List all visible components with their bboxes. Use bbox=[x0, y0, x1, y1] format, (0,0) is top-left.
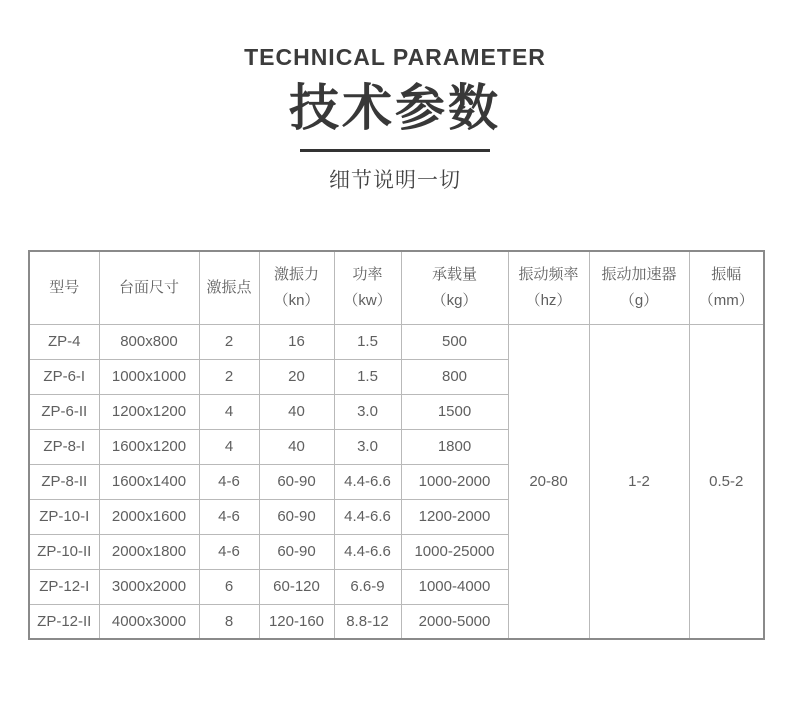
cell-excitation-force: 60-90 bbox=[259, 464, 334, 499]
cell-table-size: 2000x1800 bbox=[99, 534, 199, 569]
cell-model: ZP-12-I bbox=[29, 569, 99, 604]
column-unit: （mm） bbox=[698, 291, 754, 309]
merged-cell-vibration-accelerator: 1-2 bbox=[589, 324, 689, 639]
column-unit: （kg） bbox=[431, 291, 478, 309]
cell-table-size: 1600x1200 bbox=[99, 429, 199, 464]
column-header-model bbox=[29, 251, 99, 324]
cell-power: 4.4-6.6 bbox=[334, 499, 401, 534]
spec-table bbox=[28, 250, 765, 640]
column-label: 振动加速器 bbox=[601, 265, 677, 283]
column-label: 振动频率 bbox=[518, 265, 579, 283]
column-header-excitation-points bbox=[199, 251, 259, 324]
cell-table-size: 800x800 bbox=[99, 324, 199, 359]
cell-power: 8.8-12 bbox=[334, 604, 401, 639]
cell-load-capacity: 1000-2000 bbox=[401, 464, 508, 499]
column-unit: （kw） bbox=[343, 291, 392, 309]
cell-load-capacity: 1800 bbox=[401, 429, 508, 464]
cell-excitation-points: 4 bbox=[199, 429, 259, 464]
header-row bbox=[29, 251, 764, 324]
column-label: 振幅 bbox=[711, 265, 742, 283]
column-header-table-size bbox=[99, 251, 199, 324]
cell-table-size: 1000x1000 bbox=[99, 359, 199, 394]
cell-load-capacity: 1000-25000 bbox=[401, 534, 508, 569]
cell-table-size: 1600x1400 bbox=[99, 464, 199, 499]
cell-load-capacity: 1200-2000 bbox=[401, 499, 508, 534]
cell-load-capacity: 1000-4000 bbox=[401, 569, 508, 604]
spec-table-head bbox=[29, 251, 764, 324]
cell-model: ZP-8-I bbox=[29, 429, 99, 464]
cell-power: 3.0 bbox=[334, 394, 401, 429]
subtitle: 细节说明一切 bbox=[329, 169, 461, 192]
cell-model: ZP-10-II bbox=[29, 534, 99, 569]
column-header-vibration-accelerator bbox=[589, 251, 689, 324]
cell-excitation-points: 4-6 bbox=[199, 534, 259, 569]
cell-model: ZP-6-II bbox=[29, 394, 99, 429]
table-row bbox=[29, 324, 764, 359]
cell-power: 1.5 bbox=[334, 359, 401, 394]
spec-table-body bbox=[29, 324, 764, 639]
cell-model: ZP-12-II bbox=[29, 604, 99, 639]
cell-load-capacity: 800 bbox=[401, 359, 508, 394]
cell-excitation-points: 4-6 bbox=[199, 499, 259, 534]
cell-excitation-force: 60-120 bbox=[259, 569, 334, 604]
cell-excitation-force: 16 bbox=[259, 324, 334, 359]
column-label: 激振力 bbox=[273, 265, 319, 283]
title-divider bbox=[300, 149, 490, 152]
cell-table-size: 3000x2000 bbox=[99, 569, 199, 604]
column-header-excitation-force bbox=[259, 251, 334, 324]
cell-excitation-force: 120-160 bbox=[259, 604, 334, 639]
cell-model: ZP-6-I bbox=[29, 359, 99, 394]
column-label: 激振点 bbox=[206, 278, 252, 296]
title-english: TECHNICAL PARAMETER bbox=[244, 44, 546, 70]
cell-table-size: 1200x1200 bbox=[99, 394, 199, 429]
cell-excitation-points: 4-6 bbox=[199, 464, 259, 499]
cell-model: ZP-4 bbox=[29, 324, 99, 359]
cell-power: 1.5 bbox=[334, 324, 401, 359]
column-unit: （kn） bbox=[273, 291, 320, 309]
merged-cell-vibration-frequency: 20-80 bbox=[508, 324, 589, 639]
header-block bbox=[0, 0, 790, 194]
cell-excitation-points: 6 bbox=[199, 569, 259, 604]
cell-power: 3.0 bbox=[334, 429, 401, 464]
column-header-power bbox=[334, 251, 401, 324]
cell-excitation-force: 60-90 bbox=[259, 534, 334, 569]
cell-load-capacity: 500 bbox=[401, 324, 508, 359]
column-label: 型号 bbox=[49, 278, 80, 296]
cell-excitation-points: 8 bbox=[199, 604, 259, 639]
cell-table-size: 2000x1600 bbox=[99, 499, 199, 534]
column-header-amplitude bbox=[689, 251, 764, 324]
column-unit: （hz） bbox=[525, 291, 572, 309]
column-header-vibration-frequency bbox=[508, 251, 589, 324]
cell-excitation-points: 2 bbox=[199, 324, 259, 359]
spec-table-wrap bbox=[28, 250, 765, 640]
cell-table-size: 4000x3000 bbox=[99, 604, 199, 639]
cell-load-capacity: 1500 bbox=[401, 394, 508, 429]
column-header-load-capacity bbox=[401, 251, 508, 324]
column-label: 台面尺寸 bbox=[118, 278, 179, 296]
cell-model: ZP-8-II bbox=[29, 464, 99, 499]
merged-cell-amplitude: 0.5-2 bbox=[689, 324, 764, 639]
cell-excitation-force: 40 bbox=[259, 429, 334, 464]
title-chinese: 技术参数 bbox=[289, 80, 501, 136]
cell-load-capacity: 2000-5000 bbox=[401, 604, 508, 639]
cell-power: 6.6-9 bbox=[334, 569, 401, 604]
column-unit: （g） bbox=[619, 291, 659, 309]
cell-excitation-points: 4 bbox=[199, 394, 259, 429]
cell-model: ZP-10-I bbox=[29, 499, 99, 534]
cell-power: 4.4-6.6 bbox=[334, 534, 401, 569]
cell-excitation-force: 40 bbox=[259, 394, 334, 429]
column-label: 承载量 bbox=[431, 265, 477, 283]
cell-excitation-points: 2 bbox=[199, 359, 259, 394]
cell-excitation-force: 20 bbox=[259, 359, 334, 394]
column-label: 功率 bbox=[352, 265, 383, 283]
cell-power: 4.4-6.6 bbox=[334, 464, 401, 499]
cell-excitation-force: 60-90 bbox=[259, 499, 334, 534]
